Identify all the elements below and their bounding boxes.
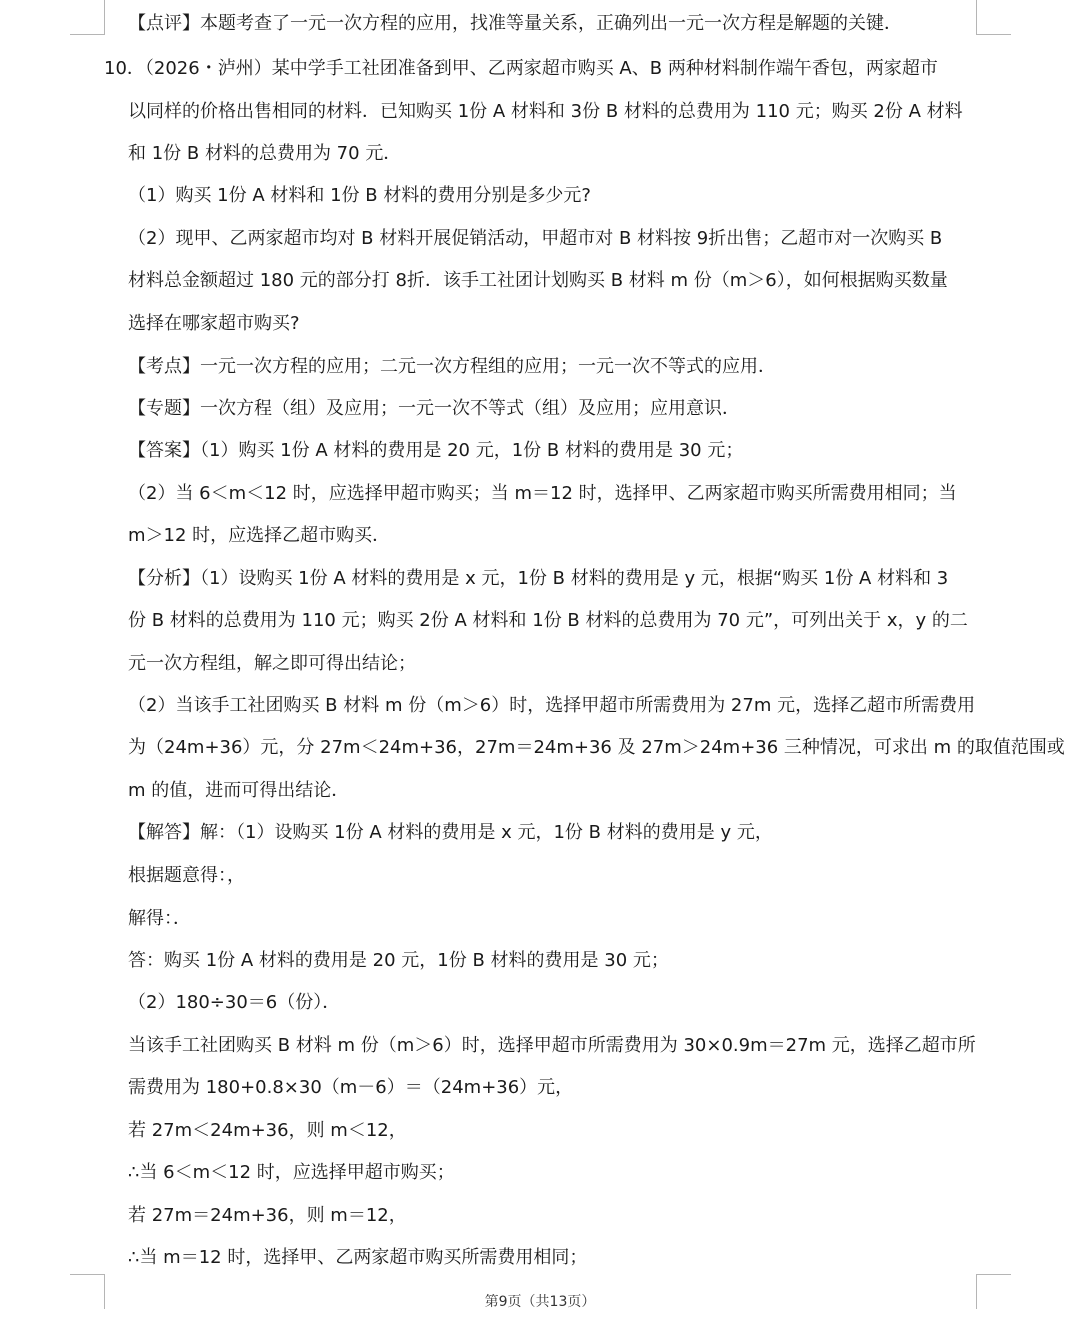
subquestion-line: （1）购买 1份 A 材料和 1份 B 材料的费用分别是多少元? bbox=[128, 185, 591, 206]
solution-line: （2）180÷30＝6（份）． bbox=[128, 992, 341, 1013]
solution-line: 根据题意得：， bbox=[128, 865, 245, 886]
subquestion-line: 选择在哪家超市购买? bbox=[128, 313, 300, 334]
answer-line: （2）当 6＜m＜12 时，应选择甲超市购买；当 m＝12 时，选择甲、乙两家超市购买所需费用相同；当 bbox=[128, 483, 957, 504]
analysis-line: m 的值，进而可得出结论． bbox=[128, 780, 350, 801]
solution-line: 解得：． bbox=[128, 908, 191, 929]
knowledge-point-line: 【考点】一元一次方程的应用；二元一次方程组的应用；一元一次不等式的应用． bbox=[128, 356, 776, 377]
solution-line: 当该手工社团购买 B 材料 m 份（m＞6）时，选择甲超市所需费用为 30×0.9m＝27m 元，选择乙超市所 bbox=[128, 1035, 976, 1056]
answer-line: 【答案】（1）购买 1份 A 材料的费用是 20 元，1份 B 材料的费用是 30 元； bbox=[128, 440, 744, 461]
analysis-line: 【分析】（1）设购买 1份 A 材料的费用是 x 元，1份 B 材料的费用是 y 元，根据“购买 1份 A 材料和 3 bbox=[128, 568, 949, 589]
question-line: 和 1份 B 材料的总费用为 70 元． bbox=[128, 143, 402, 164]
question-line: 以同样的价格出售相同的材料．已知购买 1份 A 材料和 3份 B 材料的总费用为 110 元；购买 2份 A 材料 bbox=[128, 101, 963, 122]
solution-line: ∴当 6＜m＜12 时，应选择甲超市购买； bbox=[128, 1162, 455, 1183]
solution-line: 答：购买 1份 A 材料的费用是 20 元，1份 B 材料的费用是 30 元； bbox=[128, 950, 669, 971]
topic-line: 【专题】一次方程（组）及应用；一元一次不等式（组）及应用；应用意识． bbox=[128, 398, 740, 419]
solution-line: 若 27m＜24m+36，则 m＜12， bbox=[128, 1120, 407, 1141]
analysis-line: 元一次方程组，解之即可得出结论； bbox=[128, 653, 416, 674]
question-line: 10．（2026・泸州）某中学手工社团准备到甲、乙两家超市购买 A、B 两种材料制作端午香包，两家超市 bbox=[104, 58, 938, 79]
answer-line: m＞12 时，应选择乙超市购买． bbox=[128, 525, 391, 546]
analysis-line: 份 B 材料的总费用为 110 元；购买 2份 A 材料和 1份 B 材料的总费用为 70 元”，可列出关于 x，y 的二 bbox=[128, 610, 968, 631]
subquestion-line: （2）现甲、乙两家超市均对 B 材料开展促销活动，甲超市对 B 材料按 9折出售；乙超市对一次购买 B bbox=[128, 228, 943, 249]
page-number: 第9页（共13页） bbox=[484, 1294, 596, 1310]
comment-line: 【点评】本题考查了一元一次方程的应用，找准等量关系，正确列出一元一次方程是解题的关键． bbox=[128, 13, 902, 34]
crop-mark-top-left bbox=[70, 0, 105, 35]
subquestion-line: 材料总金额超过 180 元的部分打 8折．该手工社团计划购买 B 材料 m 份（m＞6），如何根据购买数量 bbox=[128, 270, 948, 291]
solution-line: 需费用为 180+0.8×30（m－6）＝（24m+36）元， bbox=[128, 1077, 574, 1098]
solution-line: 若 27m＝24m+36，则 m＝12， bbox=[128, 1205, 407, 1226]
analysis-line: （2）当该手工社团购买 B 材料 m 份（m＞6）时，选择甲超市所需费用为 27m 元，选择乙超市所需费用 bbox=[128, 695, 976, 716]
analysis-line: 为（24m+36）元，分 27m＜24m+36，27m＝24m+36 及 27m＞24m+36 三种情况，可求出 m 的取值范围或 bbox=[128, 737, 1065, 758]
solution-line: ∴当 m＝12 时，选择甲、乙两家超市购买所需费用相同； bbox=[128, 1247, 588, 1268]
solution-line: 【解答】解：（1）设购买 1份 A 材料的费用是 x 元，1份 B 材料的费用是 y 元， bbox=[128, 822, 773, 843]
